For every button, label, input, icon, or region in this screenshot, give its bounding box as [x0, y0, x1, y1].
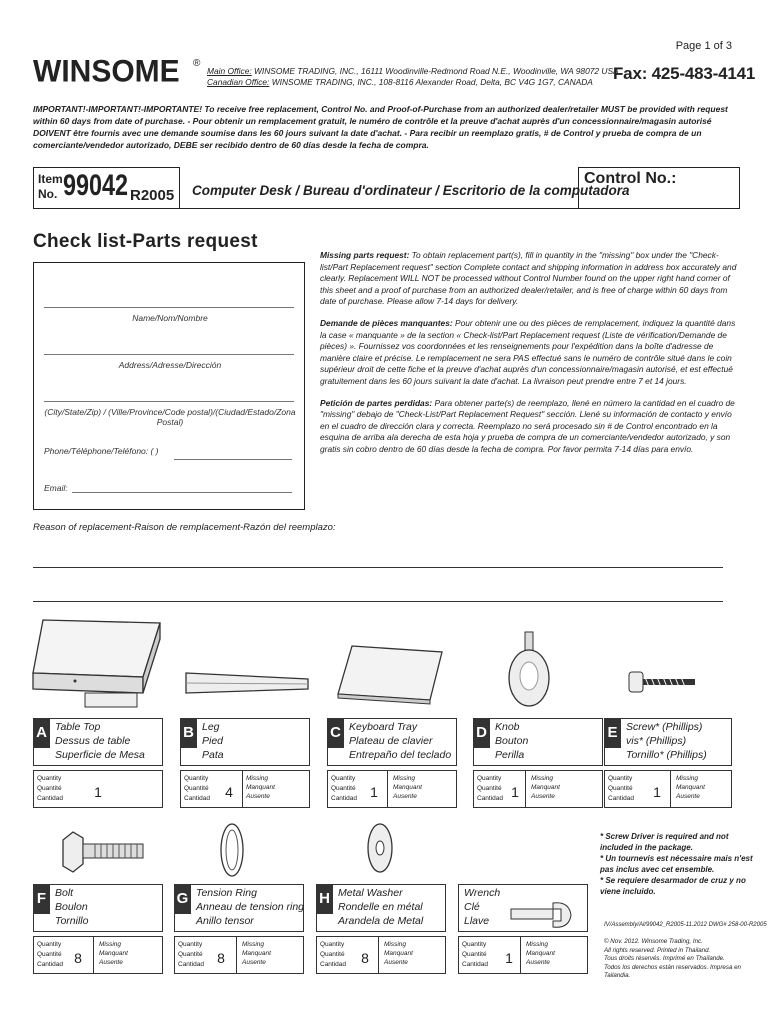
missing-fr: Manquant: [384, 950, 413, 957]
part-name-es: Llave: [464, 915, 490, 927]
part-names: [55, 886, 88, 928]
item-label-line2: No.: [38, 187, 58, 201]
part-name-fr: Bouton: [495, 735, 529, 747]
part-name-fr: Boulon: [55, 901, 88, 913]
part-name-en: Leg: [202, 721, 220, 733]
canadian-office-address: WINSOME TRADING, INC., 108-8116 Alexander Road, Delta, BC V4G 1G7, CANADA: [269, 77, 593, 87]
quantity-fr: Quantité: [37, 785, 62, 792]
missing-input[interactable]: [531, 774, 560, 801]
missing-fr: Manquant: [393, 784, 422, 791]
quantity-label: [184, 774, 210, 804]
quantity-es: Cantidad: [331, 795, 358, 802]
address-box: [33, 262, 305, 510]
missing-divider: [378, 936, 379, 974]
missing-en: Missing: [393, 775, 416, 782]
quantity-label: [37, 774, 63, 804]
missing-fr: Manquant: [526, 950, 555, 957]
quantity-en: Quantity: [37, 775, 62, 782]
part-name-en: Tension Ring: [196, 887, 257, 899]
part-names: [55, 720, 145, 762]
quantity-es: Cantidad: [320, 961, 347, 968]
product-title: Computer Desk / Bureau d'ordinateur / Escritorio de la computadora: [192, 183, 630, 198]
missing-divider: [387, 770, 388, 808]
copyright-notice: [604, 938, 764, 981]
part-letter: B: [180, 718, 197, 748]
reason-line-1[interactable]: [33, 567, 723, 568]
missing-es: Ausente: [676, 793, 700, 800]
part-letter: H: [316, 884, 333, 914]
missing-divider: [93, 936, 94, 974]
tension-ring-illustration: [212, 818, 252, 883]
part-name-fr: Dessus de table: [55, 735, 131, 747]
part-letter: D: [473, 718, 490, 748]
quantity-fr: Quantité: [477, 785, 502, 792]
part-letter: G: [174, 884, 191, 914]
quantity-fr: Quantité: [462, 951, 487, 958]
knob-illustration: [500, 628, 560, 718]
part-name-fr: vis* (Phillips): [626, 735, 687, 747]
part-names: [626, 720, 707, 762]
main-office-label: Main Office:: [207, 66, 252, 76]
screw-note-es: * Se requiere desarmador de cruz y no viene incluido.: [600, 876, 746, 896]
email-line[interactable]: [72, 492, 292, 493]
quantity-value: 1: [370, 784, 378, 800]
missing-input[interactable]: [393, 774, 422, 801]
city-line[interactable]: [44, 401, 294, 402]
name-line[interactable]: [44, 307, 294, 308]
screw-note-fr: * Un tournevis est nécessaire mais n'est pas inclus avec cet ensemble.: [600, 854, 753, 874]
item-number: 99042: [63, 169, 129, 202]
part-name-es: Entrepaño del teclado: [349, 749, 452, 761]
part-name-fr: Pied: [202, 735, 224, 747]
part-name-fr: Rondelle en métal: [338, 901, 423, 913]
part-name-es: Perilla: [495, 749, 525, 761]
quantity-es: Cantidad: [178, 961, 205, 968]
canadian-office-label: Canadian Office:: [207, 77, 270, 87]
quantity-en: Quantity: [331, 775, 356, 782]
part-name-en: Keyboard Tray: [349, 721, 418, 733]
part-name-en: Table Top: [55, 721, 101, 733]
quantity-fr: Quantité: [178, 951, 203, 958]
quantity-en: Quantity: [608, 775, 633, 782]
copyright-line-2: All rights reserved. Printed in Thailand.: [604, 946, 711, 954]
checklist-title: Check list-Parts request: [33, 231, 258, 252]
missing-fr: Manquant: [246, 784, 275, 791]
missing-es-body: Para obtener parte(s) de reemplazo, llené en número la cantidad en el cuadro de "missing" debajo de "Check-List/Part Replacement Request" sección. Llené su información de contacto y envío en el cuadro de dirección clara y correcta. Reemplazo no será procesado sin # de Control encontrado en la esquina de arriba ala derecha de esta hoja y prueba de compra de un comerciante/vendedor autorizado, y son gratis sin cobro dentro de 60 días desde la fecha de compra. Por favor permita 7-14 días para envío.: [320, 397, 735, 454]
part-names: [338, 886, 423, 928]
part-letter: E: [604, 718, 621, 748]
quantity-value: 1: [94, 784, 102, 800]
missing-en: Missing: [531, 775, 554, 782]
office-addresses: [207, 66, 619, 88]
table-top-illustration: [25, 615, 170, 715]
brand-logo: WINSOME: [33, 54, 180, 89]
missing-en-heading: Missing parts request:: [320, 250, 410, 260]
missing-es: Ausente: [99, 959, 123, 966]
drawing-number: IV/Assembly/Al/99042_R2005-11.2012 DWG# 258-00-R2005: [604, 922, 767, 928]
part-name-es: Tornillo: [55, 915, 89, 927]
quantity-label: [37, 940, 63, 970]
quantity-label: [320, 940, 346, 970]
address-line[interactable]: [44, 354, 294, 355]
part-name-es: Superficie de Mesa: [55, 749, 145, 761]
quantity-es: Cantidad: [184, 795, 211, 802]
quantity-es: Cantidad: [37, 795, 64, 802]
missing-es: Ausente: [393, 793, 417, 800]
missing-divider: [520, 936, 521, 974]
missing-fr: Manquant: [676, 784, 705, 791]
quantity-label: [331, 774, 357, 804]
quantity-value: 1: [505, 950, 513, 966]
copyright-line-1: © Nov. 2012. Winsome Trading, Inc.: [604, 938, 703, 945]
part-name-es: Arandela de Metal: [338, 915, 424, 927]
missing-fr-body: Pour obtenir une ou des pièces de remplacement, indiquez la quantité dans la case « manquante » de la section « Check-list/Part Replacement request (Liste de vérification/Demande de pièces) ». Fournissez vos coordonnées et les renseignements pour l'expédition dans la boîte d'adresse de manière claire et précise. Le remplacement ne sera PAS effectué sans le numéro de contrôle situé dans le coin supérieur droit de cette fiche et la preuve d'achat auprès d'un concessionnaire/magasin autorisé, et est effectué gratuitement dans les 60 jours suivant la date d'achat. La livraison peut prendre entre 7 et 14 jours.: [320, 317, 736, 386]
part-letter: F: [33, 884, 50, 914]
reason-line-2[interactable]: [33, 601, 723, 602]
part-letter: A: [33, 718, 50, 748]
missing-divider: [242, 770, 243, 808]
quantity-fr: Quantité: [184, 785, 209, 792]
quantity-fr: Quantité: [331, 785, 356, 792]
quantity-en: Quantity: [320, 941, 345, 948]
quantity-fr: Quantité: [37, 951, 62, 958]
phone-label: Phone/Téléphone/Teléfono: ( ): [44, 446, 159, 456]
missing-en: Missing: [384, 941, 407, 948]
missing-es: Ausente: [242, 959, 266, 966]
missing-fr: Manquant: [99, 950, 128, 957]
part-names: [202, 720, 224, 762]
missing-en: Missing: [246, 775, 269, 782]
important-notice: IMPORTANT!-IMPORTANT!-IMPORTANTE! To receive free replacement, Control No. and Proof-of-Purchase from an authorized dealer/retailer MUST be provided with request within 60 days from date of purchase. - Pour obtenir un remplacement gratuit, le numéro de contrôle et la preuve d'achat auprès d'un concessionnaire/magasin autorisé DOIVENT être fournis avec une demande soumise dans les 60 jours suivant la date d'achat. - Para recibir un reemplazo gratis, # de Control y prueba de compra de un comerciante/vendedor autorizado, DEBE ser recibido dentro de 60 días desde la fecha de compra.: [33, 104, 728, 150]
copyright-line-3: Tous droits réservés. Imprimé en Thaïlande.: [604, 955, 725, 962]
metal-washer-illustration: [360, 818, 400, 878]
copyright-line-4: Todos los derechos están reservados. Impresa en Tailandia.: [604, 963, 742, 979]
header-rule: [33, 208, 740, 209]
quantity-value: 1: [511, 784, 519, 800]
screw-illustration: [625, 668, 700, 698]
missing-en: Missing: [676, 775, 699, 782]
phone-line[interactable]: [174, 459, 292, 460]
item-label: [38, 172, 63, 202]
quantity-es: Cantidad: [37, 961, 64, 968]
part-name-es: Anillo tensor: [196, 915, 254, 927]
main-office-address: WINSOME TRADING, INC., 16111 Woodinville-Redmond Road N.E., Woodinville, WA 98072 USA: [251, 66, 619, 76]
quantity-en: Quantity: [184, 775, 209, 782]
city-label: (City/State/Zip) / (Ville/Province/Code postal)/(Ciudad/Estado/Zona Postal): [44, 407, 296, 427]
missing-divider: [670, 770, 671, 808]
missing-input[interactable]: [99, 940, 128, 967]
missing-divider: [525, 770, 526, 808]
quantity-label: [462, 940, 488, 970]
part-names: [349, 720, 451, 762]
quantity-label: [178, 940, 204, 970]
missing-es: Ausente: [384, 959, 408, 966]
quantity-value: 8: [217, 950, 225, 966]
missing-input[interactable]: [526, 940, 555, 967]
part-name-es: Tornillo* (Phillips): [626, 749, 707, 761]
quantity-value: 8: [361, 950, 369, 966]
part-names: [196, 886, 304, 928]
quantity-en: Quantity: [37, 941, 62, 948]
name-label: Name/Nom/Nombre: [132, 313, 208, 323]
email-label: Email:: [44, 483, 68, 493]
screw-note-en: * Screw Driver is required and not included in the package.: [600, 832, 729, 852]
part-name-fr: Clé: [464, 901, 480, 913]
missing-input[interactable]: [676, 774, 705, 801]
part-names: [464, 886, 500, 928]
fax-number: Fax: 425-483-4141: [613, 64, 756, 83]
registered-mark: ®: [193, 58, 201, 69]
part-name-fr: Plateau de clavier: [349, 735, 433, 747]
reason-label: Reason of replacement-Raison de remplacement-Razón del reemplazo:: [33, 522, 336, 533]
part-names: [495, 720, 528, 762]
missing-parts-instructions: [320, 250, 740, 466]
missing-fr: Manquant: [531, 784, 560, 791]
missing-input[interactable]: [384, 940, 413, 967]
quantity-fr: Quantité: [608, 785, 633, 792]
quantity-en: Quantity: [477, 775, 502, 782]
address-label: Address/Adresse/Dirección: [118, 360, 222, 370]
keyboard-tray-illustration: [330, 640, 450, 710]
part-name-fr: Anneau de tension ring: [196, 901, 304, 913]
quantity-es: Cantidad: [462, 961, 489, 968]
control-number-label: Control No.:: [584, 170, 677, 187]
quantity-fr: Quantité: [320, 951, 345, 958]
missing-en-body: To obtain replacement part(s), fill in quantity in the "missing" box under the "Check-list/Part Replacement request" section Complete contact and shipping information in address box accurately and clearly. Replacement WILL NOT be processed without Control Number found on the upper right hand corner of this sheet and a proof of purchase from an authorized dealer/retailer, and is free of charge within 60 days from date of purchase. Please allow 7-14 days for delivery.: [320, 250, 737, 307]
quantity-en: Quantity: [462, 941, 487, 948]
item-revision: R2005: [130, 187, 175, 204]
missing-en: Missing: [242, 941, 265, 948]
missing-en: Missing: [526, 941, 549, 948]
missing-en: Missing: [99, 941, 122, 948]
quantity-value: 1: [653, 784, 661, 800]
part-name-en: Wrench: [464, 887, 501, 899]
part-letter: C: [327, 718, 344, 748]
missing-input[interactable]: [242, 940, 271, 967]
part-header: [473, 718, 603, 766]
missing-input[interactable]: [246, 774, 275, 801]
part-name-en: Knob: [495, 721, 520, 733]
quantity-value: 4: [225, 784, 233, 800]
quantity-en: Quantity: [178, 941, 203, 948]
missing-fr-heading: Demande de pièces manquantes:: [320, 317, 453, 328]
part-header: [33, 884, 163, 932]
missing-es: Ausente: [531, 793, 555, 800]
part-name-en: Screw* (Phillips): [626, 721, 703, 733]
item-label-line1: Item: [38, 172, 63, 186]
quantity-es: Cantidad: [477, 795, 504, 802]
missing-es-heading: Petición de partes perdidas:: [320, 397, 433, 408]
part-name-en: Bolt: [55, 887, 74, 899]
bolt-illustration: [55, 822, 155, 882]
screwdriver-note: [600, 831, 760, 897]
missing-divider: [236, 936, 237, 974]
page-number: Page 1 of 3: [675, 40, 732, 52]
missing-fr: Manquant: [242, 950, 271, 957]
part-header: [180, 718, 310, 766]
leg-illustration: [180, 665, 315, 700]
part-name-es: Pata: [202, 749, 224, 761]
quantity-label: [608, 774, 634, 804]
quantity-value: 8: [74, 950, 82, 966]
quantity-es: Cantidad: [608, 795, 635, 802]
missing-es: Ausente: [526, 959, 550, 966]
part-name-en: Metal Washer: [338, 887, 403, 899]
missing-es: Ausente: [246, 793, 270, 800]
